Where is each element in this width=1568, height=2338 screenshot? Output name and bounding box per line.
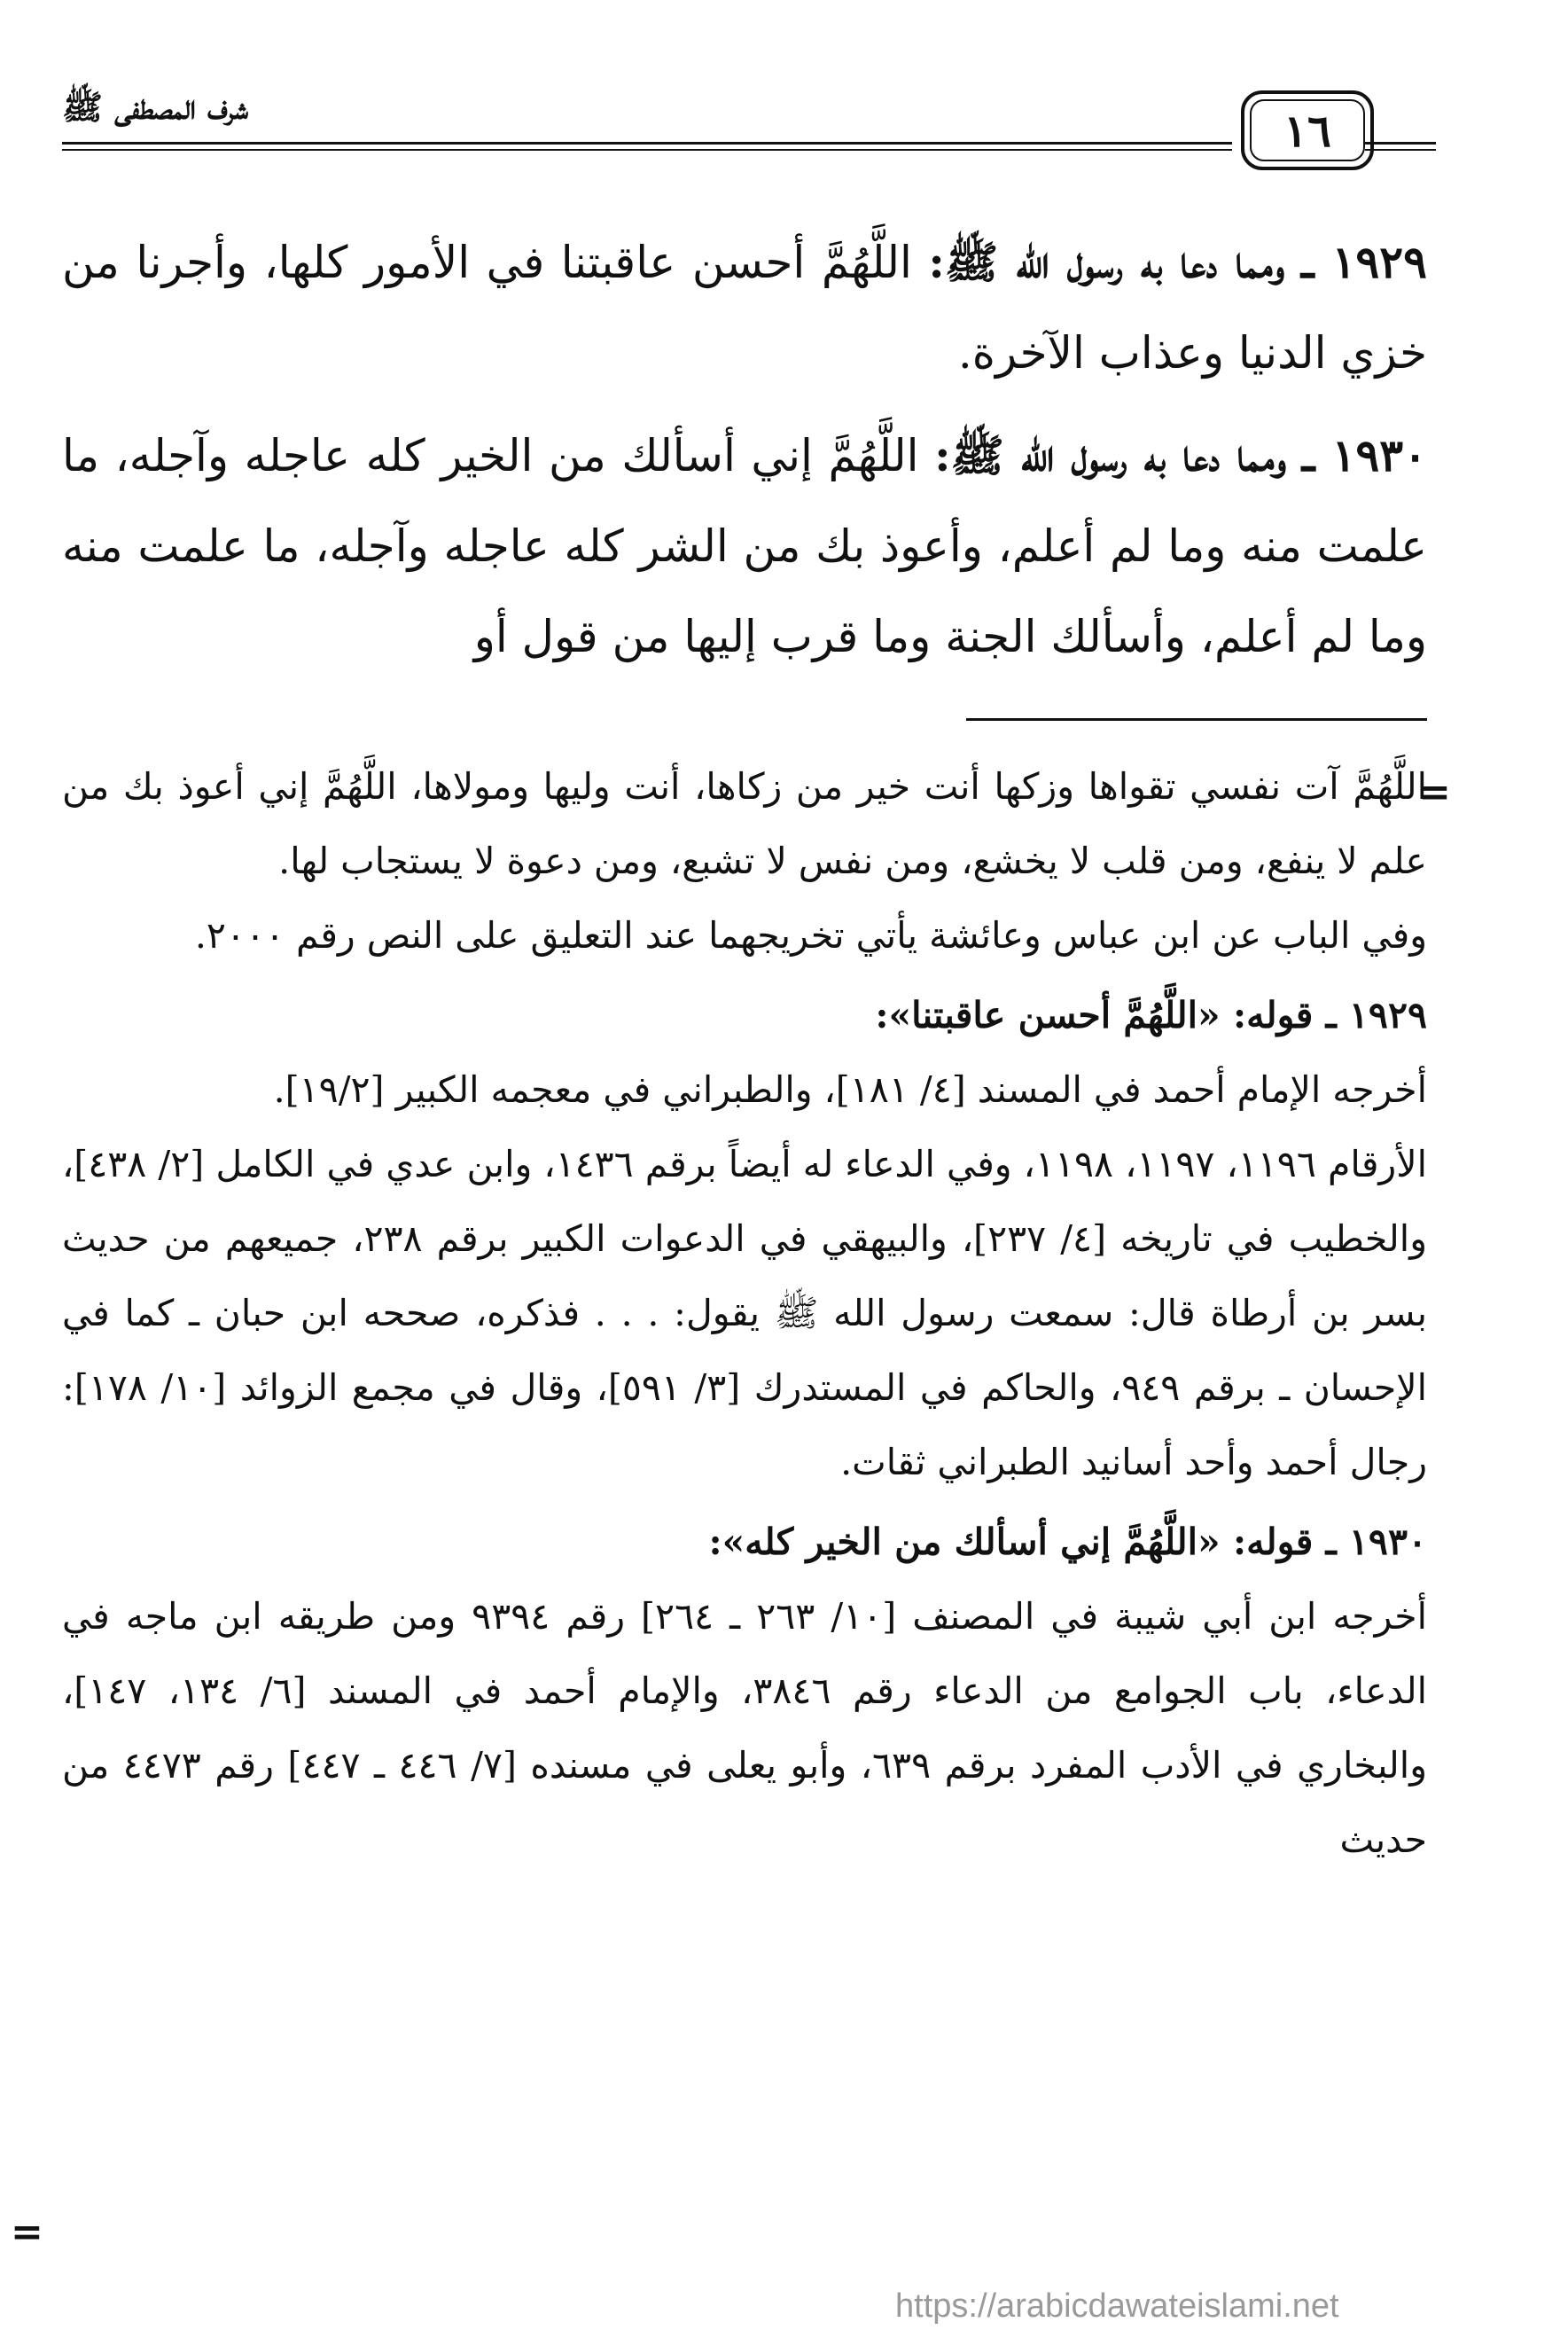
- hadith-text: اللَّهُمَّ أحسن عاقبتنا في الأمور كلها، وأجرنا من خزي الدنيا وعذاب الآخرة.: [62, 237, 1427, 379]
- footnotes: [62, 749, 1427, 1877]
- footnote-heading-1930: ١٩٣٠ ـ قوله: «اللَّهُمَّ إني أسألك من الخير كله»:: [708, 1521, 1427, 1563]
- hadith-1930: [62, 411, 1427, 682]
- hadith-lead: ومما دعا به رسول الله ﷺ:: [934, 429, 1287, 481]
- running-title: شرف المصطفى ﷺ: [62, 87, 248, 127]
- header-rule: [1365, 142, 1436, 145]
- continuation-mark-bottom: =: [11, 2209, 43, 2255]
- continuation-mark-top: =: [1418, 770, 1451, 815]
- page-header: [62, 80, 1427, 177]
- header-rule: [1365, 149, 1436, 151]
- footnote-continuation: وفي الباب عن ابن عباس وعائشة يأتي تخريجهما عند التعليق على النص رقم ٢٠٠٠.: [194, 914, 1427, 957]
- hadith-1929: [62, 217, 1427, 398]
- footnote-paragraph: أخرجه الإمام أحمد في المسند [٤/ ١٨١]، والطبراني في معجمه الكبير [١٩/٢].: [273, 1068, 1427, 1111]
- hadith-number: ١٩٢٩ ـ: [1300, 236, 1427, 288]
- watermark-url: https://arabicdawateislami.net: [895, 2287, 1339, 2325]
- header-rule: [62, 142, 1232, 145]
- header-rule: [62, 149, 1232, 151]
- hadith-lead: ومما دعا به رسول الله ﷺ:: [928, 236, 1285, 288]
- main-text: [62, 217, 1427, 694]
- footnote-paragraph: أخرجه ابن أبي شيبة في المصنف [١٠/ ٢٦٣ ـ ٢٦٤] رقم ٩٣٩٤ ومن طريقه ابن ماجه في الدعاء، باب الجوامع من الدعاء رقم ٣٨٤٦، والإمام أحمد في المسند [٦/ ١٣٤، ١٤٧]، والبخاري في الأدب المفرد برقم ٦٣٩، وأبو يعلى في مسنده [٧/ ٤٤٦ ـ ٤٤٧] رقم ٤٤٧٣ من حديث: [62, 1595, 1427, 1861]
- footnote-continuation: اللَّهُمَّ آت نفسي تقواها وزكها أنت خير من زكاها، أنت وليها ومولاها، اللَّهُمَّ إني أعوذ بك من علم لا ينفع، ومن قلب لا يخشع، ومن نفس لا تشبع، ومن دعوة لا يستجاب لها.: [62, 765, 1427, 882]
- hadith-text: اللَّهُمَّ إني أسألك من الخير كله عاجله وآجله، ما علمت منه وما لم أعلم، وأعوذ بك من الشر كله عاجله وآجله، ما علمت منه وما لم أعلم، وأسألك الجنة وما قرب إليها من قول أو: [62, 430, 1427, 662]
- footnote-separator: [966, 718, 1427, 721]
- hadith-number: ١٩٣٠ ـ: [1301, 429, 1427, 481]
- page-number: ١٦: [1250, 99, 1365, 161]
- footnote-paragraph: الأرقام ١١٩٦، ١١٩٧، ١١٩٨، وفي الدعاء له أيضاً برقم ١٤٣٦، وابن عدي في الكامل [٢/ ٤٣٨]، والخطيب في تاريخه [٤/ ٢٣٧]، والبيهقي في الدعوات الكبير برقم ٢٣٨، جميعهم من حديث بسر بن أرطاة قال: سمعت رسول الله ﷺ يقول: . . . فذكره، صححه ابن حبان ـ كما في الإحسان ـ برقم ٩٤٩، والحاكم في المستدرك [٣/ ٥٩١]، وقال في مجمع الزوائد [١٠/ ١٧٨]: رجال أحمد وأحد أسانيد الطبراني ثقات.: [62, 1143, 1427, 1483]
- footnote-heading-1929: ١٩٢٩ ـ قوله: «اللَّهُمَّ أحسن عاقبتنا»:: [875, 994, 1427, 1036]
